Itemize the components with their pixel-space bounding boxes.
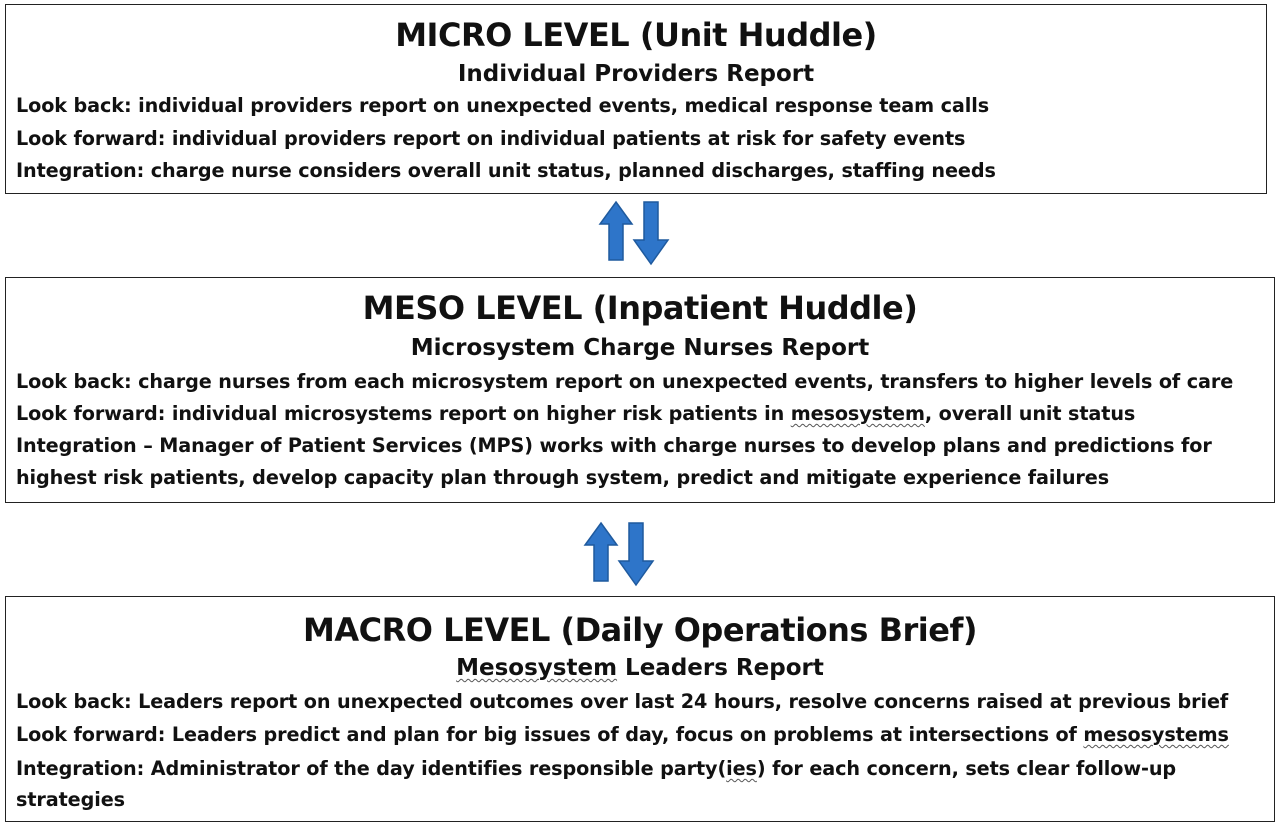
meso-level-title: MESO LEVEL (Inpatient Huddle): [362, 289, 918, 327]
macro-level-box: [5, 596, 1275, 822]
macro-level-subtitle: [6, 657, 1274, 680]
arrow-down-icon: [619, 523, 653, 585]
macro-look-back: Look back: Leaders report on unexpected outcomes over last 24 hours, resolve concerns raised at previous brief: [16, 690, 1229, 713]
meso-look-forward: [16, 404, 1135, 423]
macro-integration-line1: [16, 759, 1176, 778]
micro-level-box: [5, 4, 1267, 194]
macro-look-forward: [16, 725, 1229, 744]
meso-level-subtitle: Microsystem Charge Nurses Report: [410, 335, 870, 361]
bidirectional-arrows-icon: [583, 521, 663, 591]
arrow-up-icon: [600, 202, 632, 260]
macro-integration-tail: ) for each concern, sets clear follow-up: [756, 757, 1177, 780]
macro-look-forward-text: Look forward: Leaders predict and plan for big issues of day, focus on problems at intersections of: [16, 723, 1084, 746]
micro-integration: Integration: charge nurse considers overall unit status, planned discharges, staffing needs: [16, 159, 996, 182]
meso-level-box: [5, 277, 1275, 503]
arrow-down-icon: [634, 202, 668, 264]
micro-look-forward: Look forward: individual providers report on individual patients at risk for safety events: [16, 127, 966, 150]
micro-level-title: MICRO LEVEL (Unit Huddle): [395, 16, 877, 54]
meso-look-forward-term: mesosystem: [790, 402, 925, 425]
meso-look-back: Look back: charge nurses from each microsystem report on unexpected events, transfers to higher levels of care: [16, 370, 1234, 393]
micro-level-subtitle: Individual Providers Report: [457, 61, 815, 87]
arrow-up-icon: [585, 523, 617, 581]
macro-look-forward-term: mesosystems: [1083, 723, 1229, 746]
macro-integration-term: ies: [726, 757, 757, 780]
bidirectional-arrows-icon: [598, 200, 678, 270]
meso-integration-line1: Integration – Manager of Patient Services (MPS) works with charge nurses to develop plans and predictions for: [16, 434, 1212, 457]
macro-integration-line2: strategies: [16, 788, 125, 811]
meso-look-forward-tail: , overall unit status: [924, 402, 1136, 425]
macro-subtitle-tail: Leaders Report: [617, 655, 824, 681]
meso-integration-line2: highest risk patients, develop capacity plan through system, predict and mitigate experience failures: [16, 466, 1110, 489]
macro-level-title: MACRO LEVEL (Daily Operations Brief): [303, 611, 977, 649]
meso-look-forward-text: Look forward: individual microsystems report on higher risk patients in: [16, 402, 791, 425]
macro-subtitle-term: Mesosystem: [456, 655, 618, 681]
micro-look-back: Look back: individual providers report on unexpected events, medical response team calls: [16, 94, 990, 117]
macro-integration-text: Integration: Administrator of the day identifies responsible party(: [16, 757, 727, 780]
